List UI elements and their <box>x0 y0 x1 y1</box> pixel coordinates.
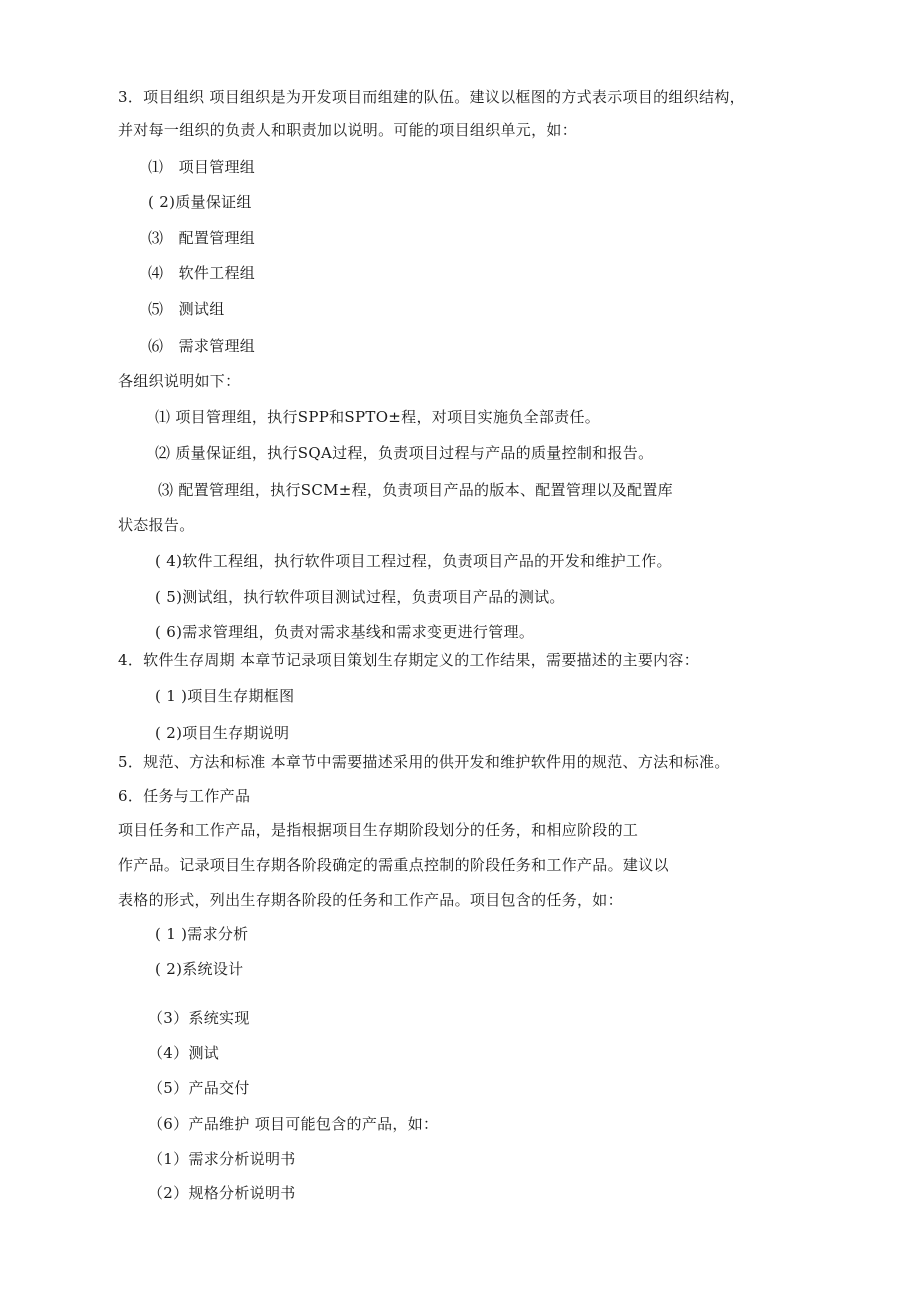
list-item: ⑷ 软件工程组 <box>148 264 256 282</box>
paragraph-line: 各组织说明如下： <box>118 372 241 390</box>
list-item: （6）产品维护 项目可能包含的产品，如： <box>148 1115 439 1133</box>
section-5-heading: 5．规范、方法和标准 本章节中需要描述采用的供开发和维护软件用的规范、方法和标准。 <box>118 753 730 771</box>
list-item: ( 2)项目生存期说明 <box>155 724 290 742</box>
list-item: ⑵ 质量保证组，执行SQA过程，负责项目过程与产品的质量控制和报告。 <box>155 444 654 462</box>
list-item: ( 1 )需求分析 <box>155 925 249 943</box>
list-item: ( 6)需求管理组，负责对需求基线和需求变更进行管理。 <box>155 623 535 641</box>
paragraph-line: 表格的形式，列出生存期各阶段的任务和工作产品。项目包含的任务，如： <box>118 891 623 909</box>
list-item: ( 5)测试组，执行软件项目测试过程，负责项目产品的测试。 <box>155 588 565 606</box>
section-6-heading: 6．任务与工作产品 <box>118 787 251 805</box>
list-item: ⑴ 项目管理组 <box>148 158 256 176</box>
list-item: ( 4)软件工程组，执行软件项目工程过程，负责项目产品的开发和维护工作。 <box>155 552 672 570</box>
list-item: ( 2)系统设计 <box>155 960 244 978</box>
list-item: （5）产品交付 <box>148 1079 250 1097</box>
list-item: ⑸ 测试组 <box>148 300 225 318</box>
paragraph-line: 项目任务和工作产品，是指根据项目生存期阶段划分的任务，和相应阶段的工 <box>118 821 639 839</box>
list-item: （3）系统实现 <box>148 1009 250 1027</box>
list-item: ( 1 )项目生存期框图 <box>155 687 295 705</box>
list-item: ⑶ 配置管理组，执行SCM±程，负责项目产品的版本、配置管理以及配置库 <box>158 481 673 499</box>
list-item: ⑴ 项目管理组，执行SPP和SPTO±程，对项目实施负全部责任。 <box>155 408 601 426</box>
list-item: ⑶ 配置管理组 <box>148 229 256 247</box>
paragraph-line: 作产品。记录项目生存期各阶段确定的需重点控制的阶段任务和工作产品。建议以 <box>118 856 669 874</box>
paragraph-line: 并对每一组织的负责人和职责加以说明。可能的项目组织单元，如： <box>118 121 578 139</box>
section-4-heading: 4．软件生存周期 本章节记录项目策划生存期定义的工作结果，需要描述的主要内容： <box>118 651 700 669</box>
list-item: （1）需求分析说明书 <box>148 1150 296 1168</box>
paragraph-line: 状态报告。 <box>118 516 195 534</box>
list-item: ⑹ 需求管理组 <box>148 337 256 355</box>
list-item: （2）规格分析说明书 <box>148 1184 296 1202</box>
list-item: ( 2)质量保证组 <box>148 193 252 211</box>
section-3-heading: 3．项目组织 项目组织是为开发项目而组建的队伍。建议以框图的方式表示项目的组织结构， <box>118 88 745 106</box>
list-item: （4）测试 <box>148 1044 220 1062</box>
